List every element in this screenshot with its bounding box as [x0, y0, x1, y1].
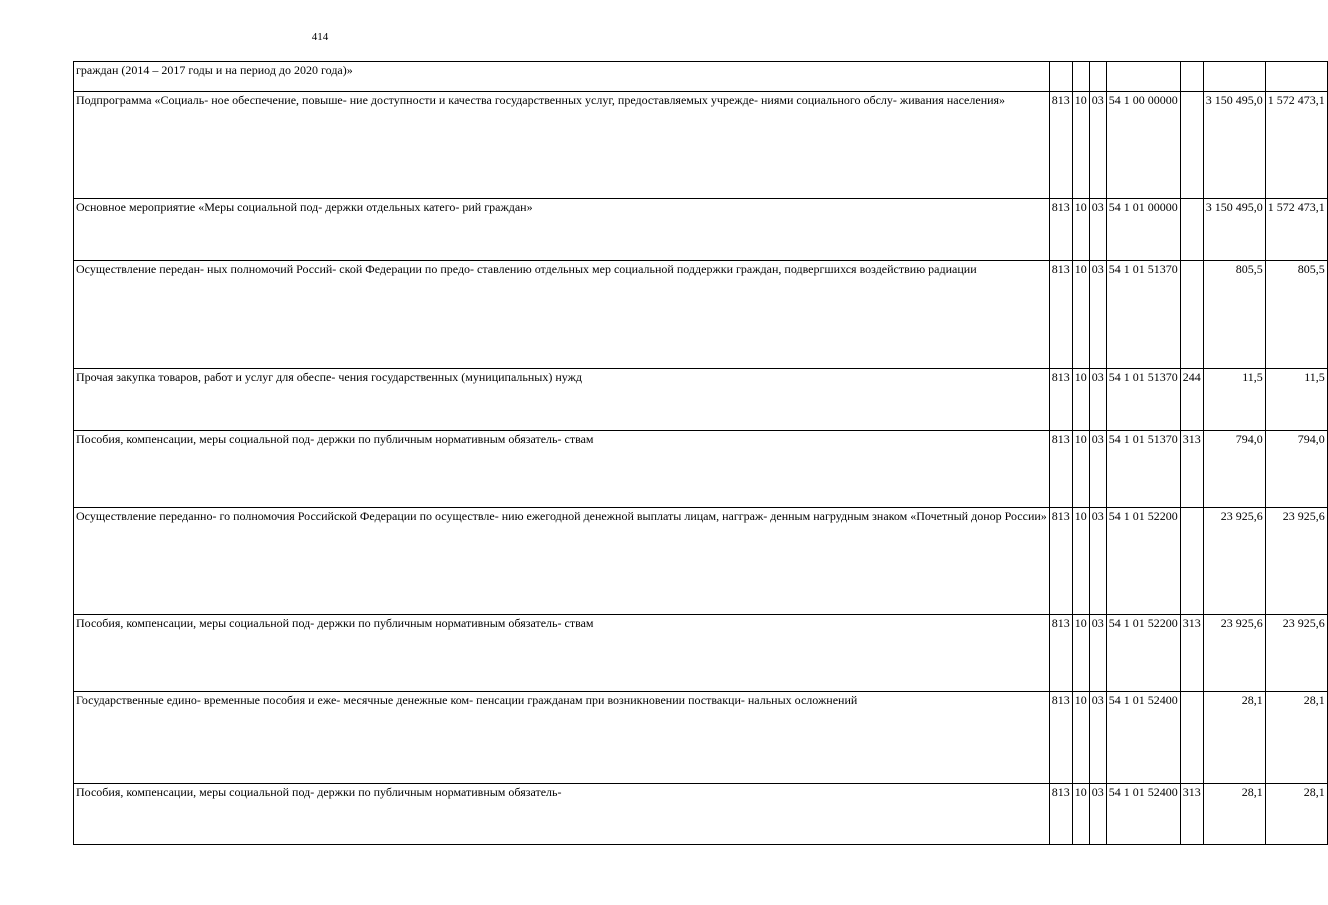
amount-second-cell: 28,1: [1265, 784, 1327, 845]
table-row: [74, 62, 1328, 92]
target-article-cell: 54 1 01 52400: [1106, 784, 1180, 845]
subsection-code-cell: 03: [1089, 784, 1106, 845]
ministry-code-cell: 813: [1049, 261, 1072, 369]
target-article-cell: 54 1 01 00000: [1106, 199, 1180, 261]
target-article-cell: 54 1 01 52200: [1106, 615, 1180, 692]
amount-first-cell: 23 925,6: [1203, 508, 1265, 615]
subsection-code-cell: 03: [1089, 431, 1106, 508]
amount-first-cell: 794,0: [1203, 431, 1265, 508]
budget-table: [73, 61, 1328, 845]
table-row: [74, 369, 1328, 431]
amount-first-cell: 23 925,6: [1203, 615, 1265, 692]
amount-first-cell: 3 150 495,0: [1203, 92, 1265, 199]
amount-first-cell: 28,1: [1203, 692, 1265, 784]
subsection-code-cell: 03: [1089, 369, 1106, 431]
amount-second-cell: 1 572 473,1: [1265, 92, 1327, 199]
expense-type-cell: [1180, 199, 1203, 261]
table-row: [74, 199, 1328, 261]
ministry-code-cell: 813: [1049, 784, 1072, 845]
table-row: [74, 261, 1328, 369]
amount-second-cell: 11,5: [1265, 369, 1327, 431]
section-code-cell: 10: [1072, 784, 1089, 845]
subsection-code-cell: 03: [1089, 615, 1106, 692]
table-row: [74, 692, 1328, 784]
target-article-cell: 54 1 00 00000: [1106, 92, 1180, 199]
amount-second-cell: 23 925,6: [1265, 615, 1327, 692]
target-article-cell: 54 1 01 52400: [1106, 692, 1180, 784]
item-name-cell: Основное мероприятие «Меры социальной под- держки отдельных катего- рий граждан»: [74, 199, 1050, 261]
table-row: [74, 784, 1328, 845]
section-code-cell: 10: [1072, 692, 1089, 784]
subsection-code-cell: 03: [1089, 692, 1106, 784]
section-code-cell: 10: [1072, 615, 1089, 692]
amount-first-cell: 28,1: [1203, 784, 1265, 845]
ministry-code-cell: 813: [1049, 508, 1072, 615]
expense-type-cell: [1180, 62, 1203, 92]
subsection-code-cell: 03: [1089, 508, 1106, 615]
expense-type-cell: [1180, 508, 1203, 615]
subsection-code-cell: 03: [1089, 199, 1106, 261]
expense-type-cell: 313: [1180, 784, 1203, 845]
subsection-code-cell: [1089, 62, 1106, 92]
target-article-cell: [1106, 62, 1180, 92]
amount-first-cell: 11,5: [1203, 369, 1265, 431]
section-code-cell: 10: [1072, 369, 1089, 431]
target-article-cell: 54 1 01 51370: [1106, 369, 1180, 431]
table-row: [74, 615, 1328, 692]
item-name-cell: Осуществление переданно- го полномочия Российской Федерации по осуществле- нию ежегодной денежной выплаты лицам, нагграж- денным нагрудным знаком «Почетный донор России»: [74, 508, 1050, 615]
ministry-code-cell: 813: [1049, 92, 1072, 199]
section-code-cell: 10: [1072, 508, 1089, 615]
table-row: [74, 508, 1328, 615]
item-name-cell: Государственные едино- временные пособия и еже- месячные денежные ком- пенсации гражданам при возникновении поствакци- нальных осложнений: [74, 692, 1050, 784]
amount-second-cell: 23 925,6: [1265, 508, 1327, 615]
expense-type-cell: [1180, 261, 1203, 369]
expense-type-cell: 313: [1180, 431, 1203, 508]
ministry-code-cell: 813: [1049, 199, 1072, 261]
item-name-cell: Пособия, компенсации, меры социальной под- держки по публичным нормативным обязатель- ствам: [74, 431, 1050, 508]
expense-type-cell: [1180, 92, 1203, 199]
section-code-cell: [1072, 62, 1089, 92]
ministry-code-cell: 813: [1049, 369, 1072, 431]
amount-second-cell: 794,0: [1265, 431, 1327, 508]
subsection-code-cell: 03: [1089, 92, 1106, 199]
item-name-cell: граждан (2014 – 2017 годы и на период до 2020 года)»: [74, 62, 1050, 92]
page-number: 414: [311, 31, 329, 43]
section-code-cell: 10: [1072, 199, 1089, 261]
expense-type-cell: 244: [1180, 369, 1203, 431]
item-name-cell: Пособия, компенсации, меры социальной под- держки по публичным нормативным обязатель-: [74, 784, 1050, 845]
amount-second-cell: 28,1: [1265, 692, 1327, 784]
ministry-code-cell: [1049, 62, 1072, 92]
section-code-cell: 10: [1072, 261, 1089, 369]
ministry-code-cell: 813: [1049, 692, 1072, 784]
table-row: [74, 431, 1328, 508]
section-code-cell: 10: [1072, 92, 1089, 199]
amount-second-cell: 1 572 473,1: [1265, 199, 1327, 261]
item-name-cell: Пособия, компенсации, меры социальной под- держки по публичным нормативным обязатель- ствам: [74, 615, 1050, 692]
item-name-cell: Осуществление передан- ных полномочий Россий- ской Федерации по предо- ставлению отдельных мер социальной поддержки граждан, подвергшихся воздействию радиации: [74, 261, 1050, 369]
target-article-cell: 54 1 01 51370: [1106, 431, 1180, 508]
item-name-cell: Подпрограмма «Социаль- ное обеспечение, повыше- ние доступности и качества государственных услуг, предоставляемых учрежде- ниями социального обслу- живания населения»: [74, 92, 1050, 199]
amount-second-cell: 805,5: [1265, 261, 1327, 369]
section-code-cell: 10: [1072, 431, 1089, 508]
amount-first-cell: [1203, 62, 1265, 92]
target-article-cell: 54 1 01 52200: [1106, 508, 1180, 615]
subsection-code-cell: 03: [1089, 261, 1106, 369]
expense-type-cell: [1180, 692, 1203, 784]
amount-first-cell: 3 150 495,0: [1203, 199, 1265, 261]
amount-first-cell: 805,5: [1203, 261, 1265, 369]
target-article-cell: 54 1 01 51370: [1106, 261, 1180, 369]
ministry-code-cell: 813: [1049, 431, 1072, 508]
amount-second-cell: [1265, 62, 1327, 92]
table-row: [74, 92, 1328, 199]
ministry-code-cell: 813: [1049, 615, 1072, 692]
item-name-cell: Прочая закупка товаров, работ и услуг для обеспе- чения государственных (муниципальных) нужд: [74, 369, 1050, 431]
expense-type-cell: 313: [1180, 615, 1203, 692]
